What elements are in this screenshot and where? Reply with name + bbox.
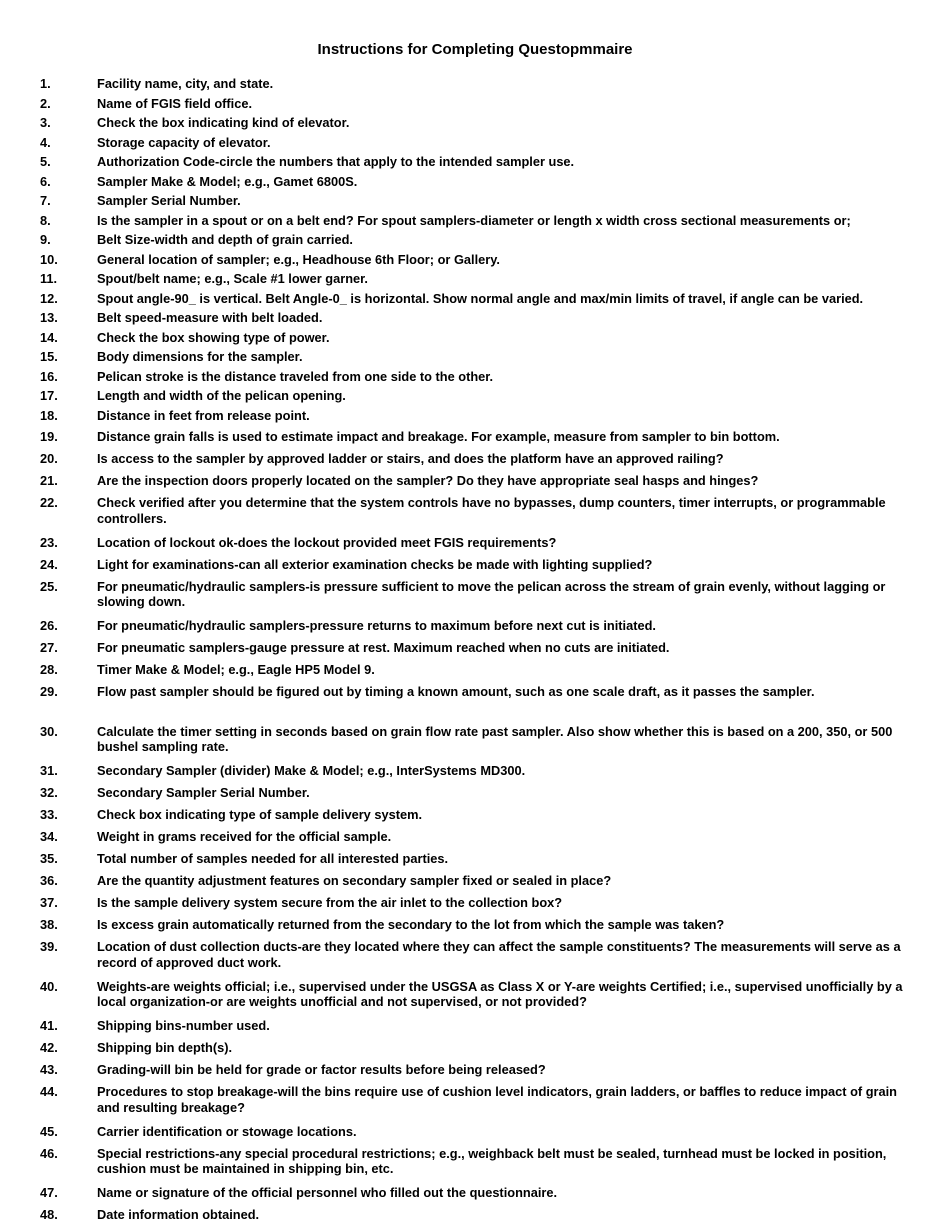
list-item: [40, 849, 910, 871]
list-item: [40, 893, 910, 915]
item-number: 30.: [40, 723, 58, 739]
list-item: [40, 154, 910, 174]
item-text: Belt Size-width and depth of grain carried.: [97, 232, 353, 247]
list-item: [40, 115, 910, 135]
list-item: [40, 1144, 910, 1184]
item-text: Total number of samples needed for all interested parties.: [97, 851, 449, 866]
item-number: 6.: [40, 173, 51, 189]
list-item: [40, 805, 910, 827]
list-item: [40, 977, 910, 1017]
list-item: [40, 871, 910, 893]
item-text: Spout/belt name; e.g., Scale #1 lower garner.: [97, 271, 368, 286]
list-item: [40, 493, 910, 533]
item-number: 22.: [40, 495, 58, 510]
item-text: Weight in grams received for the official sample.: [97, 829, 392, 844]
list-item: [40, 408, 910, 428]
item-number: 47.: [40, 1185, 58, 1200]
item-text: Authorization Code-circle the numbers that apply to the intended sampler use.: [97, 154, 575, 169]
item-number: 42.: [40, 1040, 58, 1055]
list-item: [40, 1060, 910, 1082]
item-number: 48.: [40, 1207, 58, 1222]
list-item: [40, 291, 910, 311]
item-text: Is the sampler in a spout or on a belt end? For spout samplers-diameter or length x width cross sectional measurements or;: [97, 212, 851, 228]
item-text: Light for examinations-can all exterior examination checks be made with lighting supplied?: [97, 556, 653, 572]
item-number: 23.: [40, 534, 58, 550]
item-text: Check box indicating type of sample delivery system.: [97, 807, 423, 822]
list-item: [40, 638, 910, 660]
item-number: 15.: [40, 349, 58, 364]
list-item: [40, 1183, 910, 1205]
list-item: [40, 616, 910, 638]
item-text: For pneumatic/hydraulic samplers-is pressure sufficient to move the pelican across the stream of grain evenly, without lagging or slowing down.: [97, 578, 886, 609]
item-text: Calculate the timer setting in seconds based on grain flow rate past sampler. Also show whether this is based on a 200, 350, or 500 bushel sampling rate.: [97, 723, 893, 754]
item-text: General location of sampler; e.g., Headhouse 6th Floor; or Gallery.: [97, 251, 500, 267]
item-number: 27.: [40, 640, 58, 655]
item-number: 12.: [40, 290, 58, 306]
item-text: Facility name, city, and state.: [97, 76, 274, 91]
item-number: 38.: [40, 917, 58, 932]
item-text: Sampler Serial Number.: [97, 193, 241, 208]
item-text: Secondary Sampler (divider) Make & Model; e.g., InterSystems MD300.: [97, 763, 526, 778]
item-text: Check the box indicating kind of elevator.: [97, 115, 350, 130]
list-item: [40, 1082, 910, 1122]
list-item: [40, 660, 910, 682]
item-number: 34.: [40, 829, 58, 844]
item-text: Is excess grain automatically returned from the secondary to the lot from which the sample was taken?: [97, 917, 725, 932]
list-item: [40, 174, 910, 194]
item-number: 13.: [40, 310, 58, 325]
item-number: 19.: [40, 429, 58, 444]
item-text: Flow past sampler should be figured out by timing a known amount, such as one scale draft, as it passes the sampler.: [97, 684, 815, 699]
list-item: [40, 471, 910, 493]
item-text: Is the sample delivery system secure from the air inlet to the collection box?: [97, 895, 563, 910]
item-text: Shipping bins-number used.: [97, 1018, 270, 1033]
item-text: Belt speed-measure with belt loaded.: [97, 310, 323, 325]
list-item: [40, 783, 910, 805]
list-item: [40, 135, 910, 155]
list-item: [40, 761, 910, 783]
list-item: [40, 577, 910, 617]
item-number: 8.: [40, 212, 51, 228]
item-text: Is access to the sampler by approved ladder or stairs, and does the platform have an approved railing?: [97, 451, 724, 466]
item-number: 3.: [40, 115, 51, 130]
list-item: [40, 722, 910, 762]
item-number: 21.: [40, 473, 58, 488]
item-text: For pneumatic samplers-gauge pressure at rest. Maximum reached when no cuts are initiated.: [97, 640, 670, 655]
list-item: [40, 533, 910, 555]
list-item: [40, 1122, 910, 1144]
item-number: 32.: [40, 785, 58, 800]
item-number: 16.: [40, 368, 58, 384]
item-text: Special restrictions-any special procedural restrictions; e.g., weighback belt must be sealed, turnhead must be locked in position, cushion must be maintained in shipping bin, etc.: [97, 1145, 887, 1176]
list-item: [40, 427, 910, 449]
item-text: Distance in feet from release point.: [97, 407, 310, 423]
list-item: [40, 193, 910, 213]
item-number: 35.: [40, 851, 58, 866]
item-number: 9.: [40, 232, 51, 247]
item-number: 29.: [40, 684, 58, 699]
item-number: 33.: [40, 807, 58, 822]
item-text: Spout angle-90_ is vertical. Belt Angle-0_ is horizontal. Show normal angle and max/min limits of travel, if angle can be varied.: [97, 290, 864, 306]
item-number: 41.: [40, 1018, 58, 1033]
item-text: Length and width of the pelican opening.: [97, 388, 346, 403]
item-number: 20.: [40, 451, 58, 466]
item-number: 5.: [40, 154, 51, 169]
list-item: [40, 271, 910, 291]
item-text: Sampler Make & Model; e.g., Gamet 6800S.: [97, 173, 358, 189]
list-item: [40, 388, 910, 408]
list-item: [40, 96, 910, 116]
item-text: Check verified after you determine that the system controls have no bypasses, dump counters, timer interrupts, or programmable controllers.: [97, 495, 886, 526]
item-number: 24.: [40, 556, 58, 572]
list-item: [40, 827, 910, 849]
item-number: 11.: [40, 271, 58, 286]
list-item: [40, 1205, 910, 1227]
list-item: [40, 213, 910, 233]
list-item: [40, 682, 910, 722]
item-text: Name or signature of the official personnel who filled out the questionnaire.: [97, 1185, 558, 1200]
item-text: Body dimensions for the sampler.: [97, 349, 303, 364]
item-text: Are the quantity adjustment features on secondary sampler fixed or sealed in place?: [97, 873, 612, 888]
list-item: [40, 449, 910, 471]
list-item: [40, 937, 910, 977]
item-text: Distance grain falls is used to estimate impact and breakage. For example, measure from sampler to bin bottom.: [97, 429, 780, 444]
item-number: 7.: [40, 193, 51, 208]
item-number: 39.: [40, 939, 58, 954]
item-number: 45.: [40, 1123, 58, 1139]
item-text: For pneumatic/hydraulic samplers-pressure returns to maximum before next cut is initiated.: [97, 618, 656, 633]
item-text: Name of FGIS field office.: [97, 95, 253, 111]
item-number: 14.: [40, 329, 58, 345]
item-number: 40.: [40, 978, 58, 994]
list-item: [40, 1016, 910, 1038]
item-text: Grading-will bin be held for grade or factor results before being released?: [97, 1062, 546, 1077]
item-number: 46.: [40, 1145, 58, 1161]
list-item: [40, 310, 910, 330]
item-number: 4.: [40, 134, 51, 150]
list-item: [40, 1038, 910, 1060]
page-title: Instructions for Completing Questopmmaire: [317, 41, 633, 58]
item-text: Weights-are weights official; i.e., supervised under the USGSA as Class X or Y-are weights Certified; i.e., supervised unofficially by a local organization-or are weights unofficial and not supervised, or not provided?: [97, 978, 903, 1009]
list-item: [40, 76, 910, 96]
item-number: 2.: [40, 95, 51, 111]
item-text: Location of lockout ok-does the lockout provided meet FGIS requirements?: [97, 534, 557, 550]
item-number: 37.: [40, 895, 58, 910]
item-number: 26.: [40, 618, 58, 633]
item-text: Carrier identification or stowage locations.: [97, 1123, 357, 1139]
item-text: Secondary Sampler Serial Number.: [97, 785, 310, 800]
item-text: Storage capacity of elevator.: [97, 134, 271, 150]
item-number: 18.: [40, 407, 58, 423]
item-number: 17.: [40, 388, 58, 403]
item-text: Date information obtained.: [97, 1207, 260, 1222]
item-text: Procedures to stop breakage-will the bins require use of cushion level indicators, grain ladders, or baffles to reduce impact of grain and resulting breakage?: [97, 1084, 897, 1115]
item-number: 44.: [40, 1084, 58, 1099]
item-number: 28.: [40, 662, 58, 677]
item-number: 43.: [40, 1062, 58, 1077]
item-number: 1.: [40, 76, 51, 91]
list-item: [40, 349, 910, 369]
item-text: Location of dust collection ducts-are they located where they can affect the sample constituents? The measurements will serve as a record of approved duct work.: [97, 939, 901, 970]
item-text: Pelican stroke is the distance traveled from one side to the other.: [97, 368, 494, 384]
instruction-list: [40, 76, 910, 1227]
item-text: Timer Make & Model; e.g., Eagle HP5 Model 9.: [97, 662, 375, 677]
list-item: [40, 555, 910, 577]
item-number: 25.: [40, 578, 58, 594]
item-number: 10.: [40, 251, 58, 267]
item-text: Are the inspection doors properly located on the sampler? Do they have appropriate seal hasps and hinges?: [97, 473, 759, 488]
item-number: 31.: [40, 763, 58, 778]
list-item: [40, 252, 910, 272]
list-item: [40, 330, 910, 350]
list-item: [40, 915, 910, 937]
item-text: Check the box showing type of power.: [97, 329, 330, 345]
list-item: [40, 369, 910, 389]
item-number: 36.: [40, 873, 58, 888]
list-item: [40, 232, 910, 252]
item-text: Shipping bin depth(s).: [97, 1040, 233, 1055]
